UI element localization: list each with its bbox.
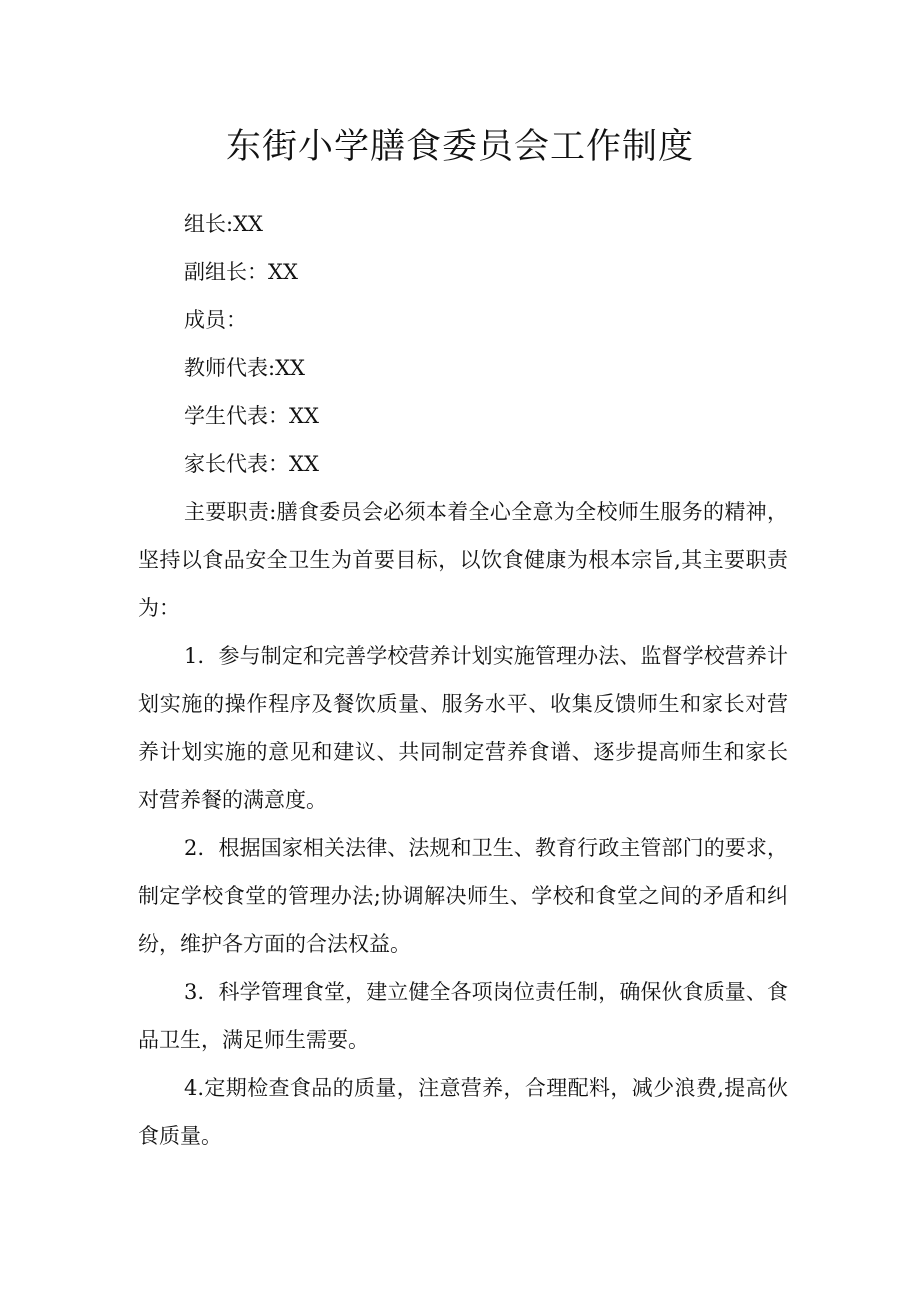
main-duties-paragraph: 主要职责:膳食委员会必须本着全心全意为全校师生服务的精神，坚持以食品安全卫生为首要目标，以饮食健康为根本宗旨,其主要职责为： xyxy=(138,500,788,620)
member-leader: 组长:XX xyxy=(184,212,263,236)
duty-item-4: 4.定期检查食品的质量，注意营养，合理配料，减少浪费,提高伙食质量。 xyxy=(138,1076,788,1148)
member-parent-rep: 家长代表：XX xyxy=(184,452,319,476)
members-heading: 成员： xyxy=(184,308,247,332)
member-student-rep: 学生代表：XX xyxy=(184,404,319,428)
duty-item-1: 1．参与制定和完善学校营养计划实施管理办法、监督学校营养计划实施的操作程序及餐饮质量、服务水平、收集反馈师生和家长对营养计划实施的意见和建议、共同制定营养食谱、逐步提高师生和家长对营养餐的满意度。 xyxy=(138,644,788,812)
duty-item-3: 3．科学管理食堂，建立健全各项岗位责任制，确保伙食质量、食品卫生，满足师生需要。 xyxy=(138,980,788,1052)
duty-item-2: 2．根据国家相关法律、法规和卫生、教育行政主管部门的要求，制定学校食堂的管理办法;协调解决师生、学校和食堂之间的矛盾和纠纷，维护各方面的合法权益。 xyxy=(138,836,788,956)
document-body xyxy=(138,200,788,1160)
document-title: 东街小学膳食委员会工作制度 xyxy=(225,127,694,167)
member-teacher-rep: 教师代表:XX xyxy=(184,356,305,380)
member-deputy-leader: 副组长：XX xyxy=(184,260,298,284)
